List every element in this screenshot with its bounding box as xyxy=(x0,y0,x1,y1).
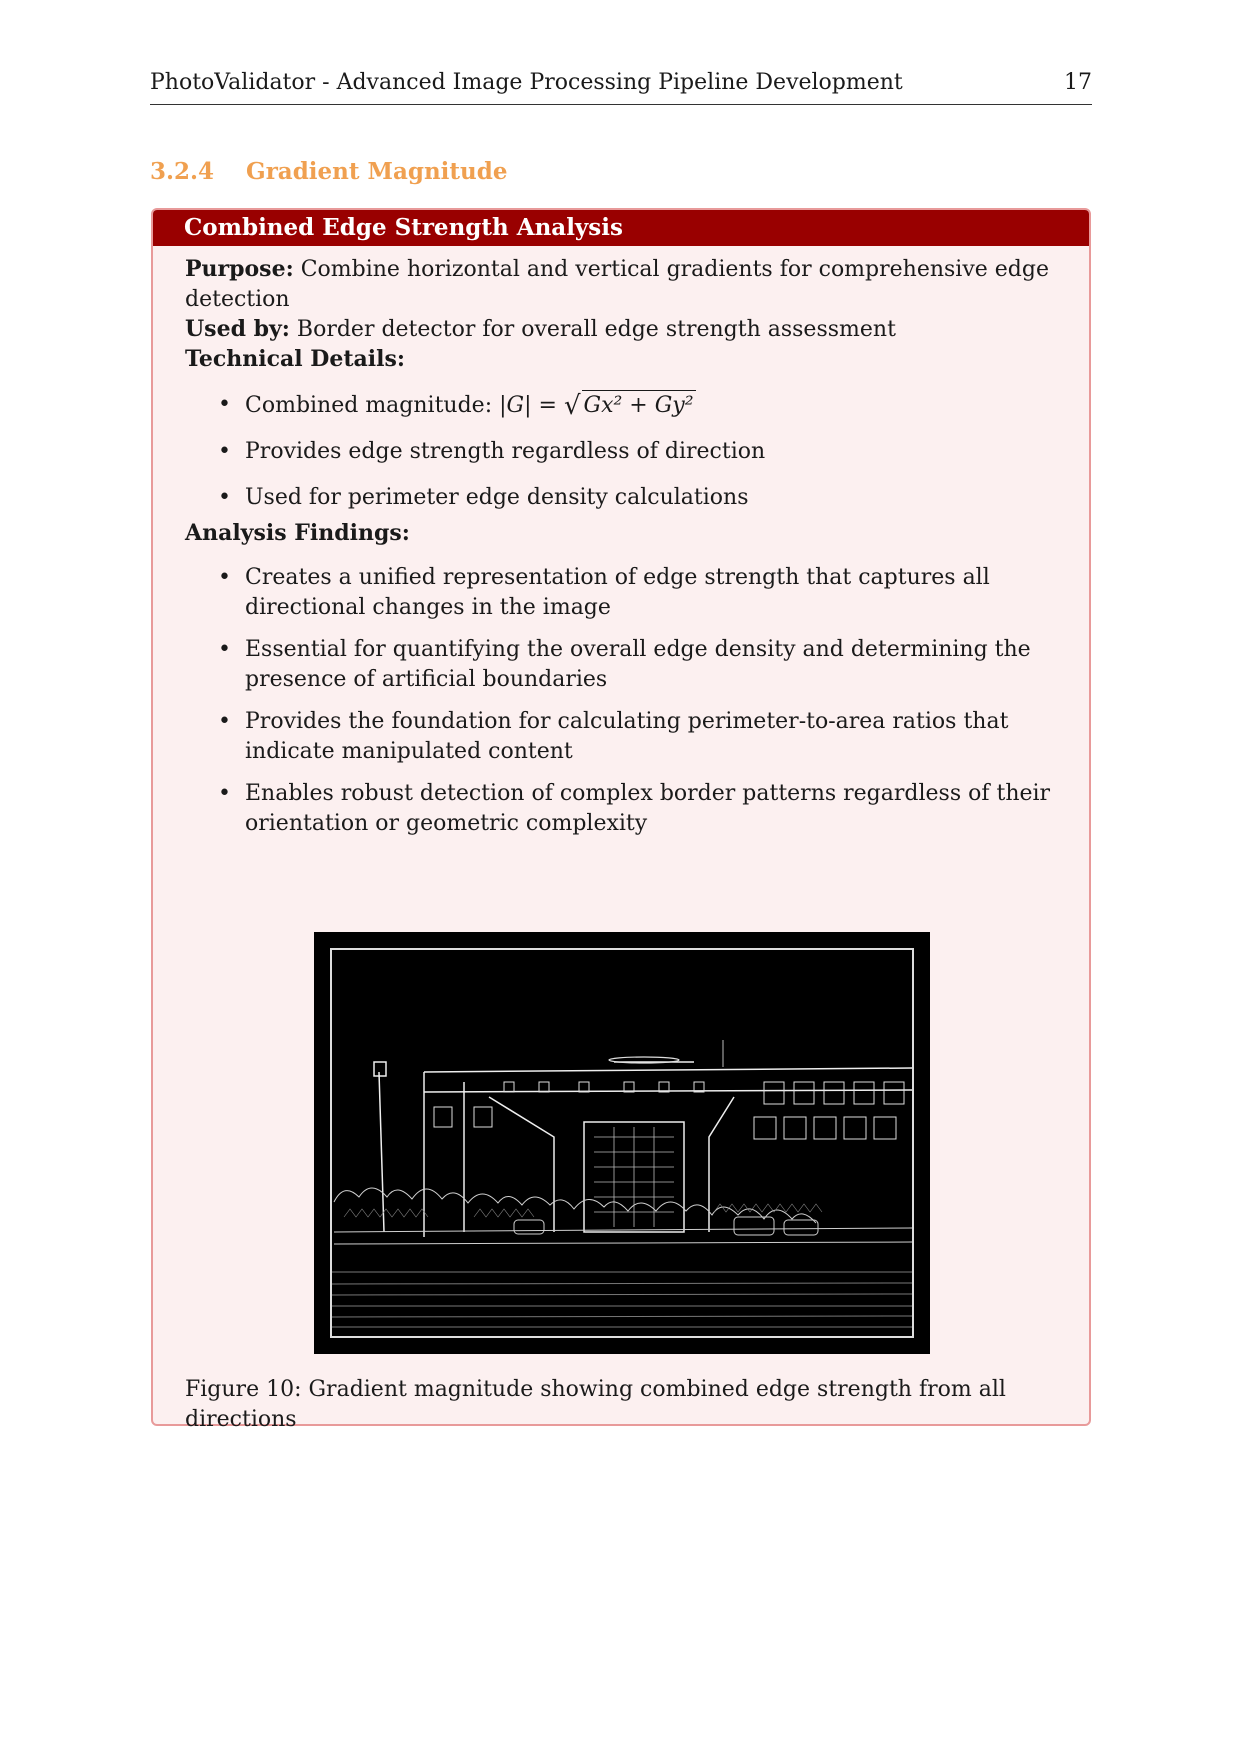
running-header xyxy=(150,70,1092,105)
analysis-box xyxy=(151,208,1091,1432)
sqrt-icon: √ xyxy=(563,391,581,421)
used-by-text: Border detector for overall edge strength assessment xyxy=(296,317,896,342)
technical-details-label: Technical Details: xyxy=(185,346,405,372)
findings-list xyxy=(185,563,1061,839)
section-number: 3.2.4 xyxy=(150,158,215,185)
formula-lhs: |G| = xyxy=(499,393,557,418)
list-item: • Used for perimeter edge density calculations xyxy=(185,483,1061,513)
box-title: Combined Edge Strength Analysis xyxy=(153,210,1089,246)
list-item: • Provides the foundation for calculating perimeter-to-area ratios that indicate manipulated content xyxy=(185,707,1061,767)
list-item xyxy=(185,390,1061,421)
purpose-label: Purpose: xyxy=(185,256,294,282)
analysis-findings-label: Analysis Findings: xyxy=(185,520,410,546)
used-by-label: Used by: xyxy=(185,316,290,342)
used-by-paragraph xyxy=(185,314,1061,345)
list-item: • Essential for quantifying the overall edge density and determining the presence of artificial boundaries xyxy=(185,635,1061,695)
formula-radicand: Gx² + Gy² xyxy=(582,390,696,421)
magnitude-prefix: Combined magnitude: xyxy=(245,393,500,418)
technical-details-list xyxy=(185,390,1061,513)
section-title: Gradient Magnitude xyxy=(246,158,508,185)
page-number: 17 xyxy=(1064,70,1092,95)
purpose-paragraph xyxy=(185,254,1061,315)
document-title: PhotoValidator - Advanced Image Processing Pipeline Development xyxy=(150,70,903,95)
purpose-text: Combine horizontal and vertical gradients for comprehensive edge detection xyxy=(185,257,1049,312)
list-item: • Provides edge strength regardless of direction xyxy=(185,437,1061,467)
gradient-magnitude-image xyxy=(314,932,930,1354)
list-item: • Creates a unified representation of edge strength that captures all directional changes in the image xyxy=(185,563,1061,623)
list-item: • Enables robust detection of complex border patterns regardless of their orientation or geometric complexity xyxy=(185,779,1061,839)
figure-caption: Figure 10: Gradient magnitude showing combined edge strength from all directions xyxy=(185,1377,1006,1432)
section-heading xyxy=(150,158,507,185)
